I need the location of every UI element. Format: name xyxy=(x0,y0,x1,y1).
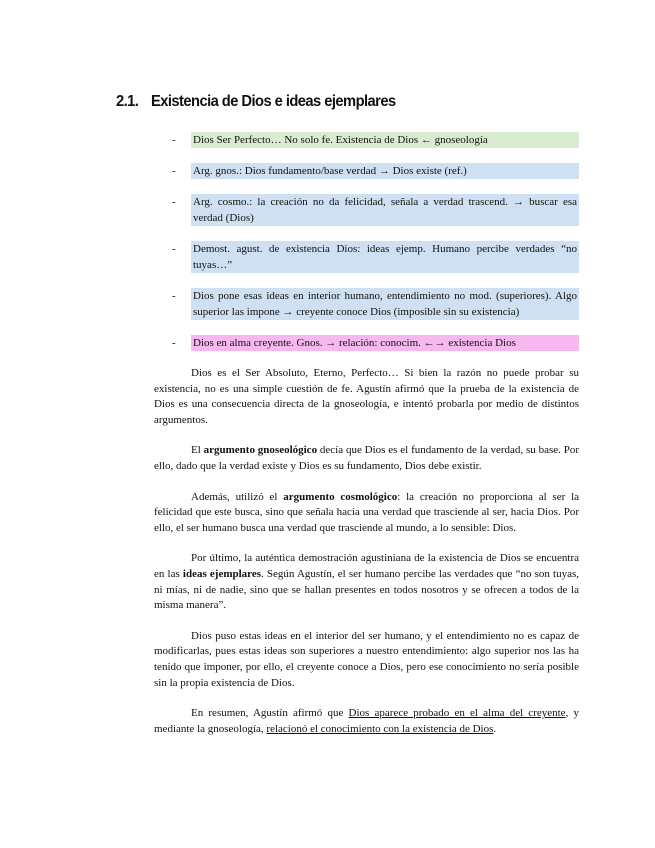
text-span: En resumen, Agustín afirmó que xyxy=(191,707,349,720)
body-text xyxy=(154,366,579,752)
underlined-phrase: Dios aparece probado en el alma del creyente xyxy=(348,707,566,720)
bullet-text: Arg. gnos.: Dios fundamento/base verdad → Dios existe (ref.) xyxy=(191,163,579,179)
paragraph-summary xyxy=(154,706,579,737)
bullet-item xyxy=(172,241,579,273)
text-span: . xyxy=(493,722,497,735)
text-span: . Según Agustín, el ser humano percibe las verdades que “no son tuyas, ni mías, ni de nadie, sino que se hallan presentes en todos nosotros y se ofrecen a todos de la misma manera”. xyxy=(154,567,580,612)
underlined-phrase: relacionó el conocimiento con la existencia de Dios xyxy=(266,722,494,735)
bullet-dash: - xyxy=(172,134,176,146)
bullet-text: Dios en alma creyente. Gnos. → relación: conocim. ←→ existencia Dios xyxy=(191,335,579,351)
bold-term: argumento cosmológico xyxy=(283,490,398,503)
bullet-item xyxy=(172,163,579,179)
text-span: Además, utilizó el xyxy=(191,490,284,503)
bold-term: ideas ejemplares xyxy=(182,567,262,580)
bullet-dash: - xyxy=(172,290,176,302)
paragraph-cosmological xyxy=(154,490,579,537)
bullet-text: Arg. cosmo.: la creación no da felicidad, señala a verdad trascend. → buscar esa verdad (Dios) xyxy=(193,196,577,224)
bullet-text: Dios Ser Perfecto… No solo fe. Existencia de Dios ← gnoseología xyxy=(191,132,579,148)
bullet-dash: - xyxy=(172,243,176,255)
bullet-item xyxy=(172,335,579,351)
bullet-item xyxy=(172,132,579,148)
text-span: decía que Dios es el fundamento de la verdad, su base. Por ello, dado que la verdad existe y Dios es su fundamento, Dios debe existir. xyxy=(154,444,579,472)
bullet-dash: - xyxy=(172,196,176,208)
text-span: Por último, la auténtica demostración agustiniana de la existencia de Dios se encuentra en las xyxy=(154,552,579,580)
section-title: Existencia de Dios e ideas ejemplares xyxy=(150,93,396,110)
bullet-dash: - xyxy=(172,337,176,349)
summary-bullet-list xyxy=(172,132,579,351)
paragraph-superior-ideas: Dios puso estas ideas en el interior del ser humano, y el entendimiento no es capaz de modificarlas, pues estas ideas son superiores a nuestro entendimiento: algo superior nos las ha tenido que imponer, por ello, el creyente conoce a Dios, pero ese conocimiento no sería posible sin la propia existencia de Dios. xyxy=(154,629,579,689)
bullet-item xyxy=(172,194,579,226)
paragraph-intro: Dios es el Ser Absoluto, Eterno, Perfecto… Si bien la razón no puede probar su existencia, no es una simple cuestión de fe. Agustín afirmó que la prueba de la existencia de Dios es una consecuencia directa de la gnoseología, e intentó probarla por medio de distintos argumentos. xyxy=(154,367,579,426)
paragraph-gnoseological xyxy=(154,443,579,474)
bullet-text: Demost. agust. de existencia Dios: ideas ejemp. Humano percibe verdades “no tuyas…” xyxy=(193,243,577,271)
section-number: 2.1. xyxy=(116,93,139,110)
paragraph-exemplary-ideas xyxy=(154,551,579,613)
text-span: : la creación no proporciona al ser la felicidad que este busca, sino que señala hacia una verdad que trasciende al ser, hacia Dios. Por ello, el ser humano busca una verdad que trasciende al mundo, a lo sensible: Dios. xyxy=(154,490,580,534)
bullet-text: Dios pone esas ideas en interior humano, entendimiento no mod. (superiores). Algo superior las impone → creyente conoce Dios (imposible sin su existencia) xyxy=(193,290,577,318)
section-heading xyxy=(116,93,396,111)
text-span: , y mediante la gnoseología, xyxy=(154,707,579,735)
bold-term: argumento gnoseológico xyxy=(203,444,318,457)
bullet-dash: - xyxy=(172,165,176,177)
text-span: El xyxy=(191,444,204,457)
bullet-item xyxy=(172,288,579,320)
